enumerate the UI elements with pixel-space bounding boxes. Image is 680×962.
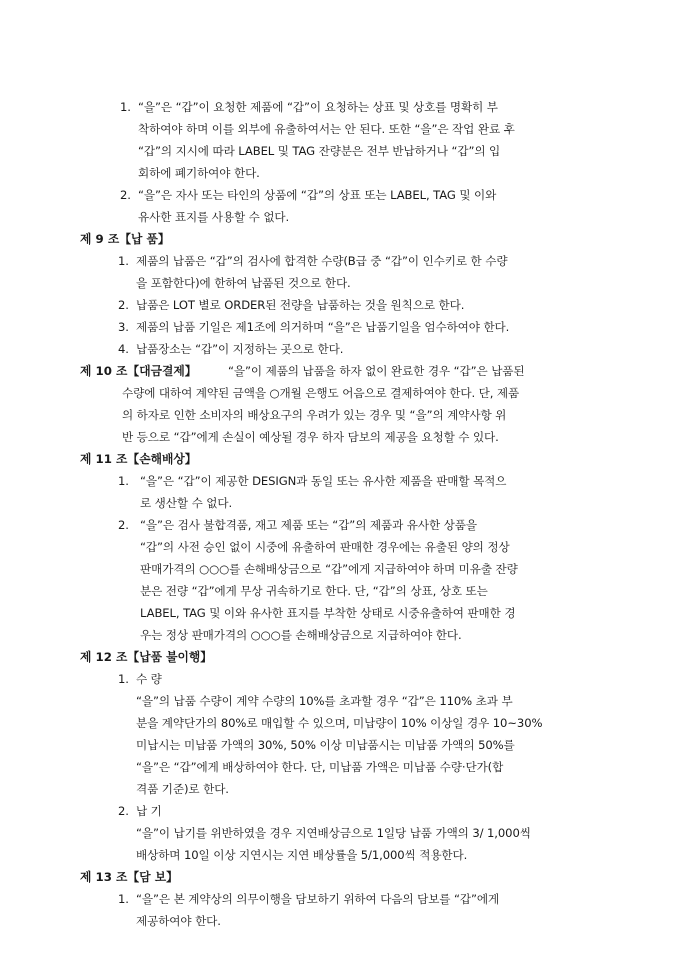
item-title: 수 량 [136,672,162,686]
paragraph-line: 로 생산할 수 없다. [140,496,233,510]
paragraph-line: 납품장소는 “갑”이 지정하는 곳으로 한다. [136,342,344,356]
paragraph-line: 회하에 폐기하여야 한다. [138,166,260,180]
paragraph-line: 제품의 납품은 “갑”의 검사에 합격한 수량(B급 중 “갑”이 인수키로 한 수량 [136,254,508,268]
paragraph-line: “을”은 “갑”에게 배상하여야 한다. 단, 미납품 가액은 미납품 수량·단가(합 [136,760,504,774]
paragraph-line: “을”은 본 계약상의 의무이행을 담보하기 위하여 다음의 담보를 “갑”에게 [136,892,500,906]
paragraph-line: 격품 기준)로 한다. [136,782,229,796]
paragraph-line: “갑”의 지시에 따라 LABEL 및 TAG 잔량분은 전부 반납하거나 “갑”의 입 [138,144,501,158]
paragraph-line: 착하여야 하며 이를 외부에 유출하여서는 안 된다. 또한 “을”은 작업 완료 후 [138,122,515,136]
paragraph-line: 반 등으로 “갑”에게 손실이 예상될 경우 하자 담보의 제공을 요청할 수 있다. [122,430,499,444]
article-12-heading: 제 12 조【납품 불이행】 [80,650,213,664]
item-number: 1. [118,892,129,906]
paragraph-line: “을”의 납품 수량이 계약 수량의 10%를 초과할 경우 “갑”은 110% 초과 부 [136,694,513,708]
article-9-heading: 제 9 조【납 품】 [80,232,170,246]
article-11-heading: 제 11 조【손해배상】 [80,452,197,466]
paragraph-line: “을”은 “갑”이 제공한 DESIGN과 동일 또는 유사한 제품을 판매할 목적으 [140,474,507,488]
item-number: 4. [118,342,129,356]
paragraph-line: 유사한 표지를 사용할 수 없다. [138,210,290,224]
item-title: 납 기 [136,804,162,818]
paragraph-line: 을 포함한다)에 한하여 납품된 것으로 한다. [136,276,351,290]
item-number: 2. [118,804,129,818]
paragraph-line: 제공하여야 한다. [136,914,221,928]
paragraph-line: 납품은 LOT 별로 ORDER된 전량을 납품하는 것을 원칙으로 한다. [136,298,465,312]
paragraph-line: 배상하며 10일 이상 지연시는 지연 배상률을 5/1,000씩 적용한다. [136,848,468,862]
paragraph-line: “을”은 “갑”이 요청한 제품에 “갑”이 요청하는 상표 및 상호를 명확히 부 [138,100,498,114]
article-13-heading: 제 13 조【담 보】 [80,870,178,884]
paragraph-line: 분을 계약단가의 80%로 매입할 수 있으며, 미납량이 10% 이상일 경우 10~30% [136,716,543,730]
paragraph-line: 우는 정상 판매가격의 ○○○를 손해배상금으로 지급하여야 한다. [140,628,462,642]
item-number: 2. [118,518,129,532]
item-number: 1. [118,474,129,488]
item-number: 2. [118,298,129,312]
paragraph-line: 미납시는 미납품 가액의 30%, 50% 이상 미납품시는 미납품 가액의 50%를 [136,738,515,752]
paragraph-line: 수량에 대하여 계약된 금액을 ○개월 은행도 어음으로 결제하여야 한다. 단, 제품 [122,386,520,400]
paragraph-line: “을”이 제품의 납품을 하자 없이 완료한 경우 “갑”은 납품된 [228,364,525,378]
item-number: 1. [118,254,129,268]
paragraph-line: LABEL, TAG 및 이와 유사한 표지를 부착한 상태로 시중유출하여 판매한 경 [140,606,516,620]
paragraph-line: 제품의 납품 기일은 제1조에 의거하며 “을”은 납품기일을 엄수하여야 한다. [136,320,510,334]
item-number: 2. [120,188,131,202]
paragraph-line: “을”은 검사 불합격품, 재고 제품 또는 “갑”의 제품과 유사한 상품을 [140,518,477,532]
paragraph-line: “갑”의 사전 승인 없이 시중에 유출하여 판매한 경우에는 유출된 양의 정상 [140,540,510,554]
paragraph-line: “을”은 자사 또는 타인의 상품에 “갑”의 상표 또는 LABEL, TAG 및 이와 [138,188,497,202]
item-number: 3. [118,320,129,334]
paragraph-line: 판매가격의 ○○○를 손해배상금으로 “갑”에게 지급하여야 하며 미유출 잔량 [140,562,518,576]
paragraph-line: 의 하자로 인한 소비자의 배상요구의 우려가 있는 경우 및 “을”의 계약사항 위 [122,408,507,422]
paragraph-line: 분은 전량 “갑”에게 무상 귀속하기로 한다. 단, “갑”의 상표, 상호 또는 [140,584,488,598]
paragraph-line: “을”이 납기를 위반하였을 경우 지연배상금으로 1일당 납품 가액의 3/ 1,000씩 [136,826,531,840]
item-number: 1. [120,100,131,114]
article-10-heading: 제 10 조【대금결제】 [80,364,197,378]
item-number: 1. [118,672,129,686]
